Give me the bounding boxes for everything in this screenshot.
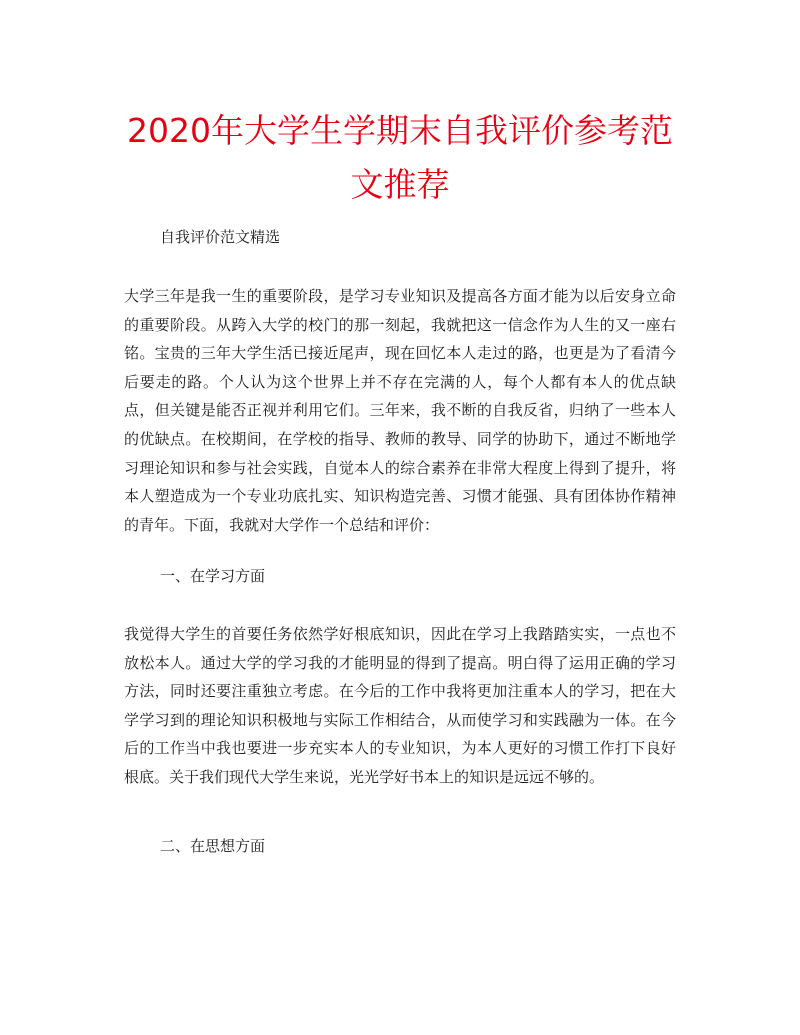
section-heading-study: 一、在学习方面 (160, 567, 266, 585)
section-heading-thought: 二、在思想方面 (160, 837, 266, 855)
paragraph-intro: 大学三年是我一生的重要阶段，是学习专业知识及提高各方面才能为以后安身立命的重要阶段。从跨入大学的校门的那一刻起，我就把这一信念作为人生的又一座右铭。宝贵的三年大学生活已接近尾声，现在回忆本人走过的路，也更是为了看清今后要走的路。个人认为这个世界上并不存在完满的人，每个人都有本人的优点缺点，但关键是能否正视并利用它们。三年来，我不断的自我反省，归纳了一些本人的优缺点。在校期间，在学校的指导、教师的教导、同学的协助下，通过不断地学习理论知识和参与社会实践，自觉本人的综合素养在非常大程度上得到了提升，将本人塑造成为一个专业功底扎实、知识构造完善、习惯才能强、具有团体协作精神的青年。下面，我就对大学作一个总结和评价： (124, 287, 676, 534)
document-title: 2020年大学生学期末自我评价参考范文推荐 (127, 111, 673, 204)
paragraph-study: 我觉得大学生的首要任务依然学好根底知识，因此在学习上我踏踏实实，一点也不放松本人。通过大学的学习我的才能明显的得到了提高。明白得了运用正确的学习方法，同时还要注重独立考虑。在今后的工作中我将更加注重本人的学习，把在大学学习到的理论知识积极地与实际工作相结合，从而使学习和实践融为一体。在今后的工作当中我也要进一步充实本人的专业知识，为本人更好的习惯工作打下良好根底。关于我们现代大学生来说，光光学好书本上的知识是远远不够的。 (124, 625, 676, 786)
document-subtitle: 自我评价范文精选 (160, 228, 281, 246)
